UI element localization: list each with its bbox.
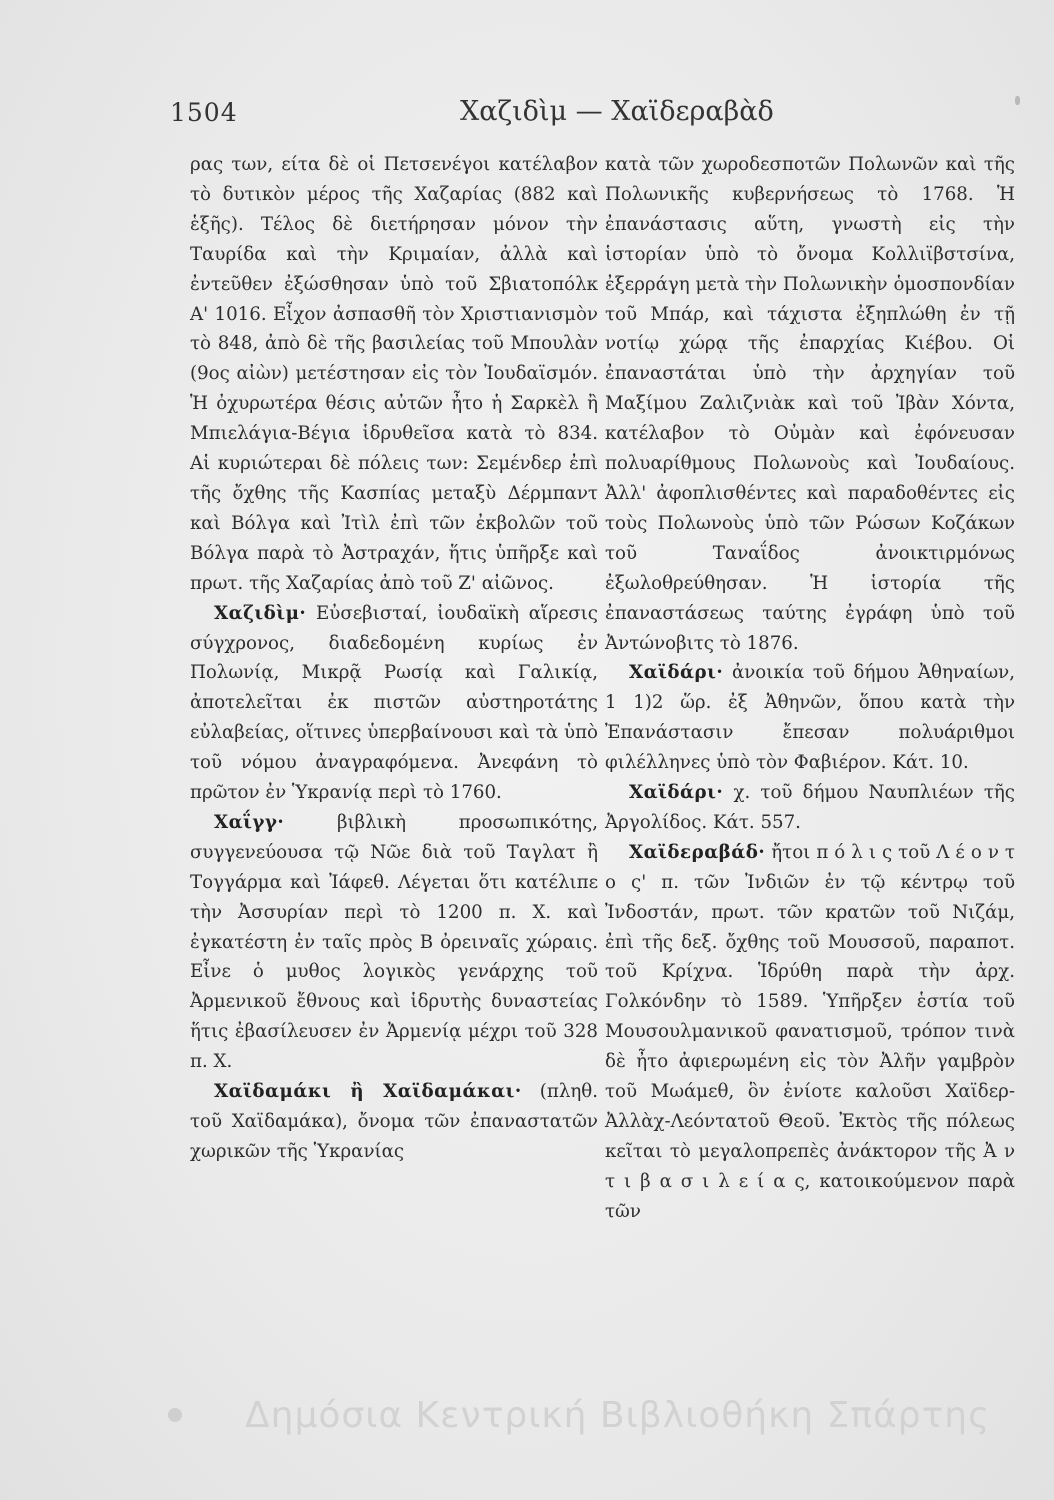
entry-text: βιβλικὴ προσωπικότης, συγγενεύουσα τῷ Νῶε διὰ τοῦ Ταγλατ ἢ Τογγάρμα καὶ Ἰάφεθ. Λέγεται ὅτι κατέλιπε τὴν Ἀσσυρίαν περὶ τὸ 1200 π. Χ. καὶ ἐγκατέστη ἐν ταῖς πρὸς Β ὀρειναῖς χώραις. Εἶνε ὁ μυθος λογικὸς γενάρχης τοῦ Ἀρμενικοῦ ἔθνους καὶ ἱδρυτὴς δυναστείας ἥτις ἐβασίλευσεν ἐν Ἀρμενίᾳ μέχρι τοῦ 328 π. Χ. xyxy=(190,811,598,1073)
entry-text: (πληθ. τοῦ Χαϊδαμάκα), ὄνομα τῶν ἐπαναστατῶν χωρικῶν τῆς Ὑκρανίας xyxy=(190,1081,598,1162)
scan-speck xyxy=(1015,96,1020,105)
library-watermark: Δημόσια Κεντρική Βιβλιοθήκη Σπάρτης xyxy=(245,1395,991,1436)
entry-headword: Χαϊδεραβάδ· xyxy=(629,841,766,863)
entry-text: Εὐσεβισταί, ἰουδαϊκὴ αἵρεσις σύγχρονος, διαδεδομένη κυρίως ἐν Πολωνίᾳ, Μικρᾷ Ρωσίᾳ καὶ Γαλικίᾳ, ἀποτελεῖται ἐκ πιστῶν αὐστηροτάτης εὐλαβείας, οἵτινες ὑπερβαίνουσι καὶ τὰ ὑπὸ τοῦ νόμου ἀναγραφόμενα. Ἀνεφάνη τὸ πρῶτον ἐν Ὑκρανίᾳ περὶ τὸ 1760. xyxy=(190,602,598,804)
entry-chaidari-nafplio xyxy=(605,778,1015,838)
entry-text: ἤτοι π ό λ ι ς τοῦ Λ έ ο ν τ ο ς' π. τῶν Ἰνδιῶν ἐν τῷ κέντρῳ τοῦ Ἰνδοστάν, πρωτ. τῶν κρατῶν τοῦ Νιζάμ, ἐπὶ τῆς δεξ. ὄχθης τοῦ Μουσσοῦ, παραποτ. τοῦ Κρίχνα. Ἱδρύθη παρὰ τὴν ἀρχ. Γολκόνδην τὸ 1589. Ὑπῆρξεν ἑστία τοῦ Μουσουλμανικοῦ φανατισμοῦ, τρόπον τινὰ δὲ ἦτο ἀφιερωμένη εἰς τὸν Ἀλῆν γαμβρὸν τοῦ Μωάμεθ, ὃν ἐνίοτε καλοῦσι Χαϊδερ-Ἀλλὰχ-Λεόντατοῦ Θεοῦ. Ἐκτὸς τῆς πόλεως κεῖται τὸ μεγαλοπρεπὲς ἀνάκτορον τῆς Ἀ ν τ ι β α σ ι λ ε ί α ς, κατοικούμενον παρὰ τῶν xyxy=(605,841,1015,1222)
entry-headword: Χαΐγγ· xyxy=(214,811,285,833)
entry-text: κατὰ τῶν χωροδεσποτῶν Πολωνῶν καὶ τῆς Πολωνικῆς κυβερνήσεως τὸ 1768. Ἡ ἐπανάστασις αὕτη, γνωστὴ εἰς τὴν ἱστορίαν ὑπὸ τὸ ὄνομα Κολλιϊβστσίνα, ἐξερράγη μετὰ τὴν Πολωνικὴν ὁμοσπονδίαν τοῦ Μπάρ, καὶ τάχιστα ἐξηπλώθη ἐν τῇ νοτίῳ χώρᾳ τῆς ἐπαρχίας Κιέβου. Οἱ ἐπαναστάται ὑπὸ τὴν ἀρχηγίαν τοῦ Μαξίμου Ζαλιζνιὰκ καὶ τοῦ Ἰβὰν Χόντα, κατέλαβον τὸ Οὐμὰν καὶ ἐφόνευσαν πολυαρίθμους Πολωνοὺς καὶ Ἰουδαίους. Ἀλλ' ἀφοπλισθέντες καὶ παραδοθέντες εἰς τοὺς Πολωνοὺς ὑπὸ τῶν Ρώσων Κοζάκων τοῦ Ταναΐδος ἀνοικτιρμόνως ἐξωλοθρεύθησαν. Ἡ ἱστορία τῆς ἐπαναστάσεως ταύτης ἐγράφη ὑπὸ τοῦ Ἀντώνοβιτς τὸ 1876. xyxy=(605,154,1015,654)
entry-headword: Χαϊδαμάκι ἢ Χαϊδαμάκαι· xyxy=(214,1081,522,1103)
entry-chaidamaki xyxy=(190,1077,598,1167)
entry-text: ἀνοικία τοῦ δήμου Ἀθηναίων, 1 1)2 ὥρ. ἐξ Ἀθηνῶν, ὅπου κατὰ τὴν Ἐπανάστασιν ἔπεσαν πολυάριθμοι φιλέλληνες ὑπὸ τὸν Φαβιέρον. Κάτ. 10. xyxy=(605,662,1015,774)
entry-continuation xyxy=(190,150,598,599)
entry-headword: Χαϊδάρι· xyxy=(629,662,724,684)
entry-headword: Χαζιδὶμ· xyxy=(214,602,307,624)
entry-chaidari-athens xyxy=(605,658,1015,778)
page-number: 1504 xyxy=(170,98,238,127)
watermark-dot-icon xyxy=(168,1408,182,1422)
entry-headword: Χαϊδάρι· xyxy=(629,782,724,804)
entry-chazidim xyxy=(190,599,598,808)
running-head: Χαζιδὶμ — Χαϊδεραβὰδ xyxy=(460,96,774,127)
entry-text: χ. τοῦ δήμου Ναυπλιέων τῆς Ἀργολίδος. Κάτ. 557. xyxy=(605,782,1015,833)
left-column xyxy=(190,150,598,1167)
entry-text: ρας των, είτα δὲ οἱ Πετσενέγοι κατέλαβον τὸ δυτικὸν μέρος τῆς Χαζαρίας (882 καὶ ἑξῆς). Τέλος δὲ διετήρησαν μόνον τὴν Ταυρίδα καὶ τὴν Κριμαίαν, ἀλλὰ καὶ ἐντεῦθεν ἐξώσθησαν ὑπὸ τοῦ Σβιατοπόλκ Α' 1016. Εἶχον ἀσπασθῆ τὸν Χριστιανισμὸν τὸ 848, ἀπὸ δὲ τῆς βασιλείας τοῦ Μπουλὰν (9ος αἰὼν) μετέστησαν εἰς τὸν Ἰουδαϊσμόν. Ἡ ὀχυρωτέρα θέσις αὐτῶν ἦτο ἡ Σαρκὲλ ἢ Μπιελάγια-Βέγια ἱδρυθεῖσα κατὰ τὸ 834. Αἱ κυριώτεραι δὲ πόλεις των: Σεμένδερ ἐπὶ τῆς ὄχθης τῆς Κασπίας μεταξὺ Δέρμπαντ καὶ Βόλγα καὶ Ἰτὶλ ἐπὶ τῶν ἐκβολῶν τοῦ Βόλγα παρὰ τὸ Ἀστραχάν, ἥτις ὑπῆρξε καὶ πρωτ. τῆς Χαζαρίας ἀπὸ τοῦ Ζ' αἰῶνος. xyxy=(190,154,598,594)
entry-chaigg xyxy=(190,808,598,1077)
right-column xyxy=(605,150,1015,1227)
entry-chaiderabad xyxy=(605,838,1015,1227)
entry-continuation xyxy=(605,150,1015,658)
